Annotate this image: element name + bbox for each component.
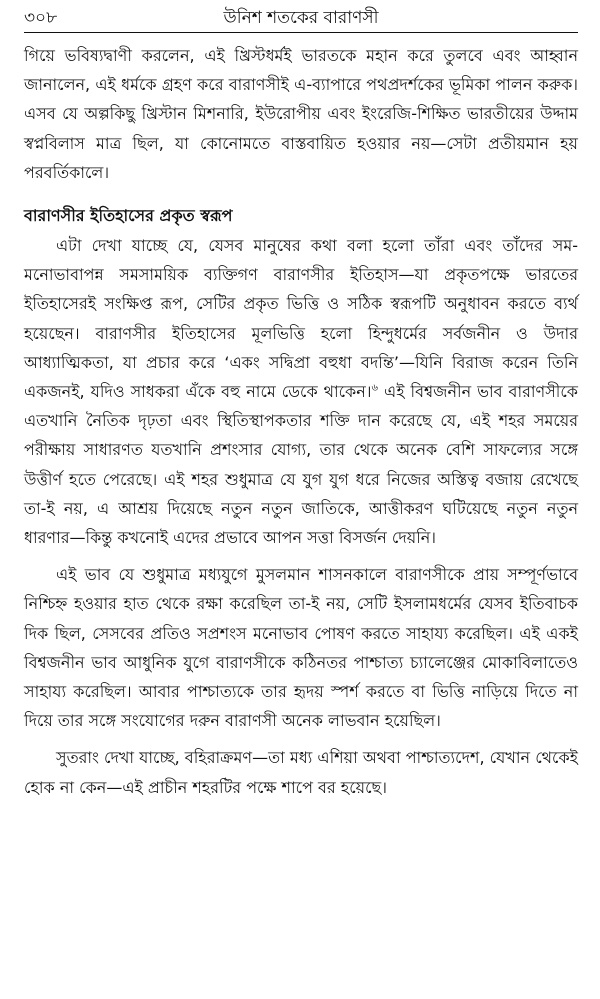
body-text [24,41,578,802]
page-number: ৩০৮ [24,8,58,28]
section-spacer [24,187,578,201]
paragraph-body: এই ভাব যে শুধুমাত্র মধ্যযুগে মুসলমান শাসনকালে বারাণসীকে প্রায় সম্পূর্ণভাবে নিশ্চিহ্ন হওয়ার হাত থেকে রক্ষা করেছিল তা-ই নয়, সেটি ইসলামধর্মের যেসব ইতিবাচক দিক ছিল, সেসবের প্রতিও সপ্রশংস মনোভাব পোষণ করতে সাহায্য করেছিল। এই একই বিশ্বজনীন ভাব আধুনিক যুগে বারাণসীকে কঠিনতর পাশ্চাত্য চ্যালেঞ্জের মোকাবিলাতেও সাহায্য করেছিল। আবার পাশ্চাত্যকে তার হৃদয় স্পর্শ করতে বা ভিত্তি নাড়িয়ে দিতে না দিয়ে তার সঙ্গে সংযোগের দরুন বারাণসী অনেক লাভবান হয়েছিল। [24,565,578,731]
paragraph-closing: সুতরাং দেখা যাচ্ছে, বহিরাক্রমণ—তা মধ্য এশিয়া অথবা পাশ্চাত্যদেশ, যেখান থেকেই হোক না কেন—এই প্রাচীন শহরটির পক্ষে শাপে বর হয়েছে। [24,748,578,797]
section-heading: বারাণসীর ইতিহাসের প্রকৃত স্বরূপ [24,206,233,226]
paragraph-intro [24,231,578,552]
running-title: উনিশ শতকের বারাণসী [223,8,379,28]
paragraph-continuation: গিয়ে ভবিষ্যদ্বাণী করলেন, এই খ্রিস্টধর্মই ভারতকে মহান করে তুলবে এবং আহ্বান জানালেন, এই ধর্মকে গ্রহণ করে বারাণসীই এ-ব্যাপারে পথপ্রদর্শকের ভূমিকা পালন করুক। এসব যে অল্পকিছু খ্রিস্টান মিশনারি, ইউরোপীয় এবং ইংরেজি-শিক্ষিত ভারতীয়ের উদ্দাম স্বপ্নবিলাস মাত্র ছিল, যা কোনোমতে বাস্তবায়িত হওয়ার নয়—সেটা প্রতীয়মান হয় পরবর্তিকালে। [24,46,578,182]
paragraph-text: এটা দেখা যাচ্ছে যে, যেসব মানুষের কথা বলা হলো তাঁরা এবং তাঁদের সম-মনোভাবাপন্ন সমসাময়িক ব্যক্তিগণ বারাণসীর ইতিহাস—যা প্রকৃতপক্ষে ভারতের ইতিহাসেরই সংক্ষিপ্ত রূপ, সেটির প্রকৃত ভিত্তি ও সঠিক স্বরূপটি অনুধাবন করতে ব্যর্থ হয়েছেন। বারাণসীর ইতিহাসের মূলভিত্তি হলো হিন্দুধর্মের সর্বজনীন ও উদার আধ্যাত্মিকতা, যা প্রচার করে ‘একং সদ্বিপ্রা বহুধা বদন্তি’—যিনি বিরাজ করেন তিনি একজনই, যদিও সাধকরা এঁকে বহু নামে ডেকে থাকেন। [24,236,578,402]
running-header [24,6,578,33]
footnote-marker: ৬ [371,382,379,394]
paragraph-text-continued: এই বিশ্বজনীন ভাব বারাণসীকে এতখানি নৈতিক দৃঢ়তা এবং স্থিতিস্থাপকতার শক্তি দান করেছে যে, এই শহর সময়ের পরীক্ষায় সাধারণত যতখানি প্রশংসার যোগ্য, তার থেকে অনেক বেশি সাফল্যের সঙ্গে উত্তীর্ণ হতে পেরেছে। এই শহর শুধুমাত্র যে যুগ যুগ ধরে নিজের অস্তিত্ব বজায় রেখেছে তা-ই নয়, এ আশ্রয় দিয়েছে নতুন নতুন জাতিকে, আত্তীকরণ ঘটিয়েছে নতুন নতুন ধারণার—কিন্তু কখনোই এদের প্রভাবে আপন সত্তা বিসর্জন দেয়নি। [24,382,578,548]
